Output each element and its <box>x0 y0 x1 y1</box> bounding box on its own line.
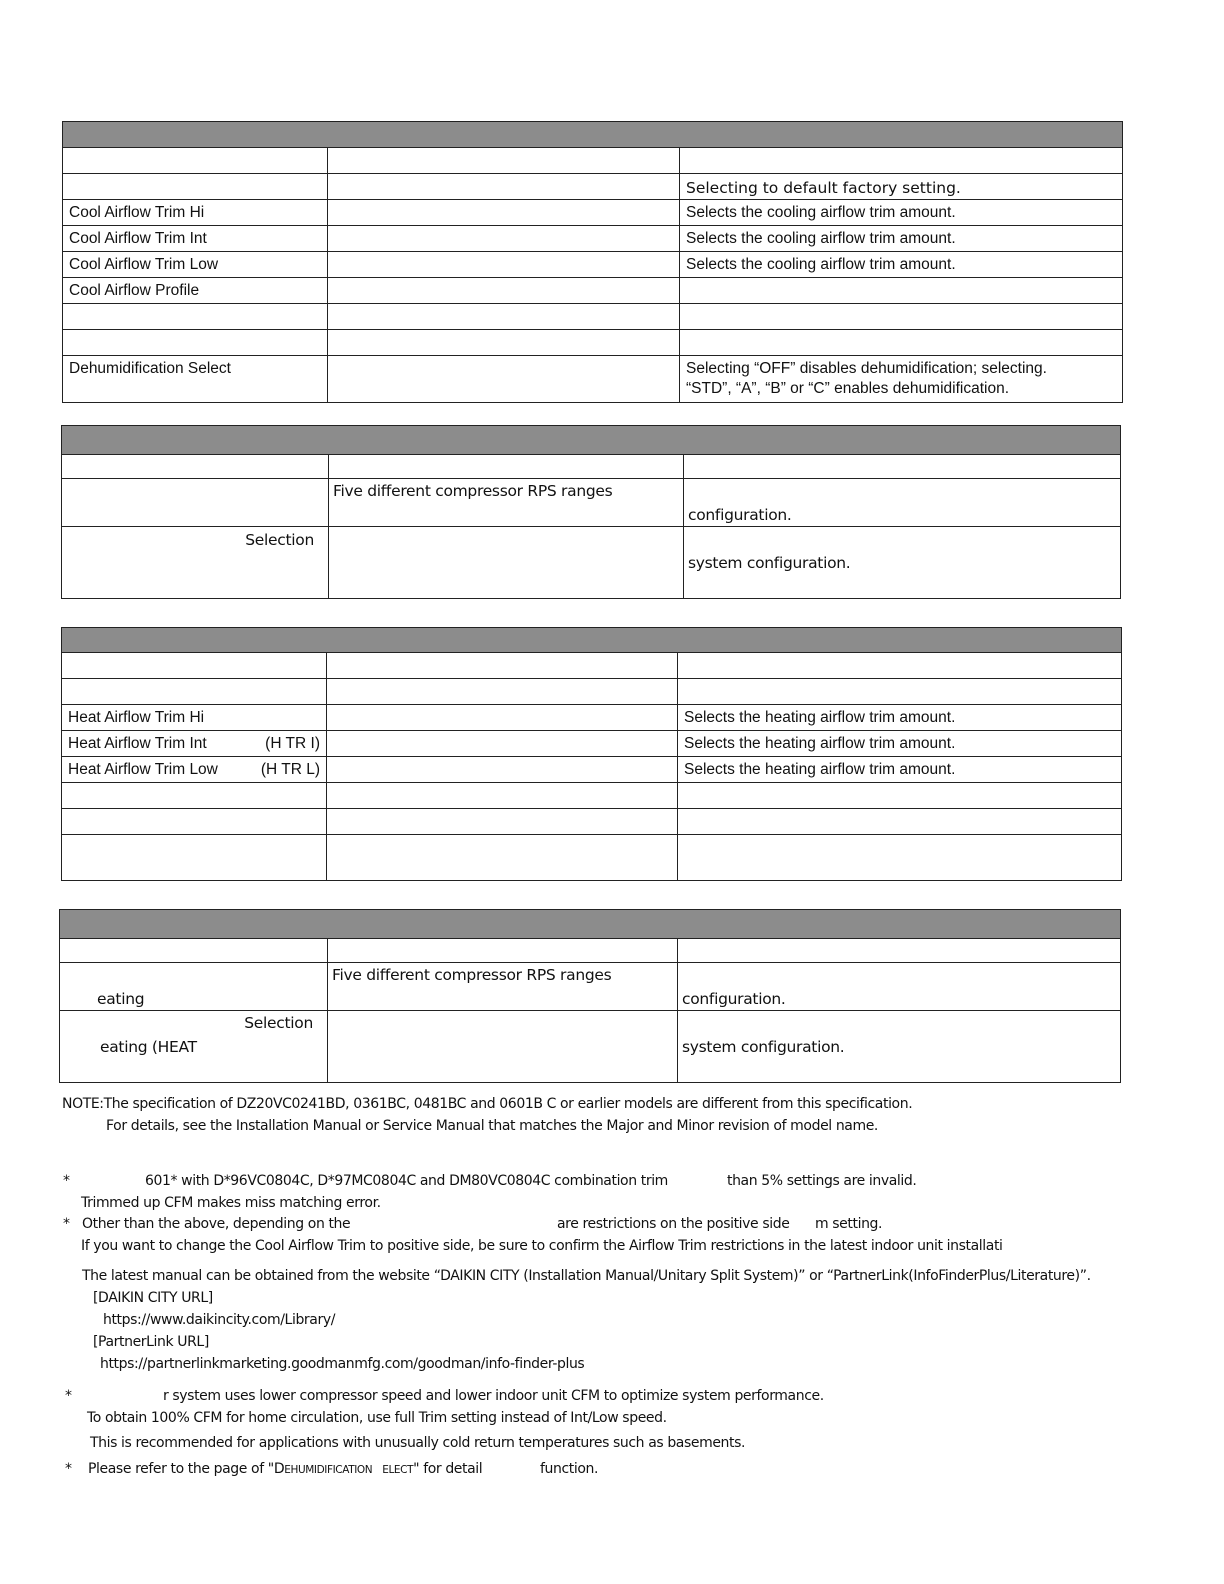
description-line: “STD”, “A”, “B” or “C” enables dehumidification. <box>686 380 1010 397</box>
table-row <box>63 330 1123 356</box>
bullet-fragment: Please refer to the page of " <box>88 1461 274 1477</box>
heat-settings-table <box>61 627 1122 881</box>
function-code: (H TR I) <box>265 735 320 752</box>
bullet-text: than 5% settings are invalid. <box>727 1173 917 1189</box>
table-row <box>62 809 1122 835</box>
table-row <box>62 731 1122 757</box>
row-description: Selects the cooling airflow trim amount. <box>680 226 1123 252</box>
row-description: Selects the cooling airflow trim amount. <box>680 200 1123 226</box>
cool-settings-table <box>62 121 1123 403</box>
bullet-star: * <box>63 1173 70 1189</box>
table-row <box>63 356 1123 403</box>
table-row <box>62 783 1122 809</box>
bullet-text <box>88 1459 482 1480</box>
row-description: system configuration. <box>684 527 1121 599</box>
table-row <box>60 963 1121 1011</box>
row-function-name: eating <box>60 963 328 1011</box>
table-row <box>62 835 1122 881</box>
row-function-name: Cool Airflow Trim Low <box>63 252 328 278</box>
table-row <box>60 939 1121 963</box>
row-function-name: Cool Airflow Trim Int <box>63 226 328 252</box>
table-header-bar <box>63 122 1123 148</box>
cool-compressor-table <box>61 425 1121 599</box>
table-row <box>60 1011 1121 1083</box>
table-row <box>62 679 1122 705</box>
bullet-text: m setting. <box>815 1216 883 1232</box>
bullet-text: Other than the above, depending on the <box>82 1216 351 1232</box>
url-label: [PartnerLink URL] <box>93 1334 209 1350</box>
bullet-star: * <box>65 1388 72 1404</box>
table-header-bar <box>62 426 1121 455</box>
table-row <box>63 226 1123 252</box>
row-description <box>680 356 1123 403</box>
bullet-text: If you want to change the Cool Airflow Trim to positive side, be sure to confirm the Airflow Trim restrictions in the latest indoor unit installati <box>81 1238 1003 1254</box>
row-function-name <box>62 757 327 783</box>
function-code: (H TR L) <box>260 761 320 778</box>
table-row <box>63 174 1123 200</box>
row-description: Selects the heating airflow trim amount. <box>678 705 1122 731</box>
row-function-name: Cool Airflow Trim Hi <box>63 200 328 226</box>
bullet-text: The latest manual can be obtained from the website “DAIKIN CITY (Installation Manual/Unitary Split System)” or “PartnerLink(InfoFinderPlus/Literature)”. <box>82 1268 1091 1284</box>
bullet-text: 601* with D*96VC0804C, D*97MC0804C and DM80VC0804C combination trim <box>145 1173 668 1189</box>
row-range-note: Five different compressor RPS ranges <box>329 479 684 527</box>
table-row <box>63 252 1123 278</box>
function-label: Heat Airflow Trim Hi <box>68 709 205 726</box>
bullet-text: This is recommended for applications with unusually cold return temperatures such as basements. <box>90 1435 746 1451</box>
partnerlink-link[interactable]: https://partnerlinkmarketing.goodmanmfg.com/goodman/info-finder-plus <box>100 1356 585 1372</box>
row-description: Selecting to default factory setting. <box>680 174 1123 200</box>
table-row <box>62 757 1122 783</box>
row-description: Selects the cooling airflow trim amount. <box>680 252 1123 278</box>
url-label: [DAIKIN CITY URL] <box>93 1290 213 1306</box>
row-function-name <box>62 731 327 757</box>
model-note-detail: For details, see the Installation Manual or Service Manual that matches the Major and Minor revision of model name. <box>106 1118 878 1134</box>
function-label: Heat Airflow Trim Int <box>68 735 207 752</box>
row-range-note: Five different compressor RPS ranges <box>328 963 678 1011</box>
table-header-bar <box>60 910 1121 939</box>
bullet-text: Trimmed up CFM makes miss matching error. <box>81 1195 381 1211</box>
row-description: Selects the heating airflow trim amount. <box>678 757 1122 783</box>
bullet-text: To obtain 100% CFM for home circulation, use full Trim setting instead of Int/Low speed. <box>87 1410 667 1426</box>
bullet-fragment: EHUMIDIFICATION <box>284 1464 373 1476</box>
bullet-fragment: D <box>273 1461 285 1477</box>
bullet-star: * <box>63 1216 70 1232</box>
row-description: system configuration. <box>678 1011 1121 1083</box>
row-description: configuration. <box>684 479 1121 527</box>
bullet-fragment: " for detail <box>413 1461 483 1477</box>
description-line: Selecting “OFF” disables dehumidification; selecting. <box>686 360 1047 377</box>
bullet-text: are restrictions on the positive side <box>557 1216 790 1232</box>
table-header-bar <box>62 628 1122 653</box>
function-label: Heat Airflow Trim Low <box>68 761 218 778</box>
model-note: NOTE:The specification of DZ20VC0241BD, 0361BC, 0481BC and 0601B C or earlier models are different from this specification. <box>62 1096 913 1112</box>
table-row <box>62 653 1122 679</box>
row-function-name <box>62 705 327 731</box>
bullet-fragment: ELECT <box>382 1464 414 1476</box>
row-description: configuration. <box>678 963 1121 1011</box>
table-row <box>62 455 1121 479</box>
row-function-name <box>60 1011 328 1083</box>
table-row <box>62 705 1122 731</box>
row-description: Selects the heating airflow trim amount. <box>678 731 1122 757</box>
row-function-name: Selection <box>62 527 329 599</box>
table-row <box>63 200 1123 226</box>
bullet-text: r system uses lower compressor speed and lower indoor unit CFM to optimize system performance. <box>163 1388 824 1404</box>
heat-compressor-table <box>59 909 1121 1083</box>
daikin-city-link[interactable]: https://www.daikincity.com/Library/ <box>103 1312 336 1328</box>
row-function-name: Dehumidification Select <box>63 356 328 403</box>
function-label: eating (HEAT <box>100 1038 197 1056</box>
function-label: Selection <box>244 1014 313 1032</box>
row-function-name: Cool Airflow Profile <box>63 278 328 304</box>
bullet-star: * <box>65 1461 72 1477</box>
table-row <box>62 527 1121 599</box>
table-row <box>63 148 1123 174</box>
table-row <box>62 479 1121 527</box>
table-row <box>63 304 1123 330</box>
table-row <box>63 278 1123 304</box>
bullet-text: function. <box>540 1461 599 1477</box>
